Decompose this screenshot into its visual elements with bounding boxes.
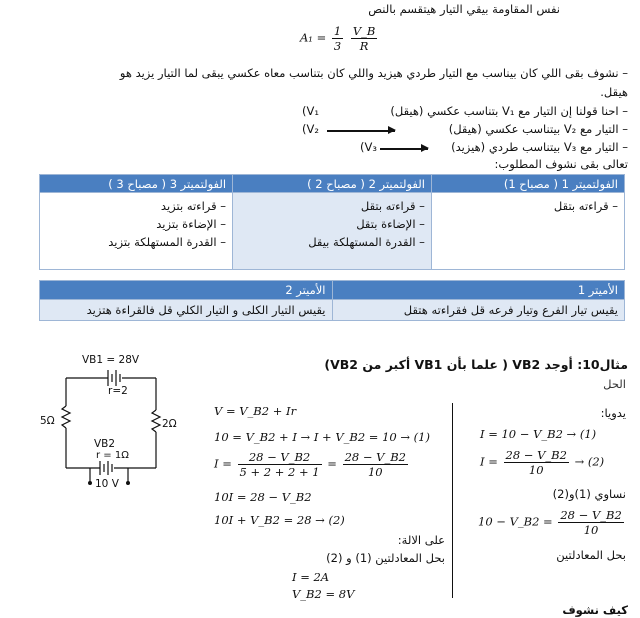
arrow-v3	[380, 148, 428, 150]
intro-line-4: – احنا قولنا إن التيار مع V₁ بتناسب عكسي (هيقل)	[390, 104, 628, 118]
eq-right-2: I = $\frac{28 - V\_B2}{10}$ → (2)	[480, 448, 605, 477]
terminal-dot-right	[126, 481, 130, 485]
circuit-vb1-label: VB1 = 28V	[82, 354, 140, 366]
result-vb2: V_B2 = 8V	[292, 587, 355, 601]
cell-ammeter-2: يقيس التيار الكلى و التيار الكلي قل فالقراءة هتزيد	[40, 300, 333, 321]
eq-mid-1: V = V_B2 + Ir	[214, 404, 297, 418]
intro-line-1: نفس المقاومة بيقي التيار هيتقسم بالنص	[368, 2, 560, 16]
arrow-v2	[327, 130, 395, 132]
eq-mid-5: 10I + V_B2 = 28 → (2)	[214, 513, 345, 527]
cell-voltmeter-3: – قراءته بتزيد – الإضاءة بتزيد – القدرة المستهلكة بتزيد	[40, 193, 233, 270]
solving-label-right: بحل المعادلتين (1) و (2)	[326, 551, 445, 565]
header-voltmeter-3: الفولتميتر 3 ( مصباح 3 )	[40, 175, 233, 193]
circuit-right-res-label: 2Ω	[162, 418, 177, 430]
solution-label: الحل	[603, 377, 626, 391]
column-divider	[452, 403, 453, 598]
equate-label: نساوي (1)و(2)	[552, 487, 626, 501]
circuit-diagram	[50, 348, 200, 498]
formula-a1: A₁ = $\frac{1}{3}$ $\frac{V\_B}{R}$	[300, 24, 376, 53]
tag-v2: (V₂	[302, 122, 319, 136]
cell-ammeter-1: يقيس تيار الفرع وتيار فرعه قل فقراءته هتقل	[332, 300, 625, 321]
header-voltmeter-1: الفولتميتر 1 ( مصباح 1)	[431, 175, 624, 193]
intro-line-6: – التيار مع V₃ بيتناسب طردي (هيزيد)	[451, 140, 628, 154]
circuit-r1-label: r=2	[108, 385, 128, 397]
header-ammeter-2: الأميتر 2	[40, 281, 333, 300]
cell-voltmeter-2: – قراءته بتقل – الإضاءة بتقل – القدرة المستهلكة بيقل	[233, 193, 432, 270]
eq-right-3: 10 − V_B2 = $\frac{28 - V\_B2}{10}$	[478, 508, 622, 537]
terminal-dot-left	[88, 481, 92, 485]
eq-right-1: I = 10 − V_B2 → (1)	[480, 427, 597, 441]
eq-mid-3: I = $\frac{28 - V\_B2}{5 + 2 + 2 + 1}$ = $\frac{28 - V\_B2}{10}$	[214, 450, 406, 479]
tag-v1: (V₁	[302, 104, 319, 118]
cell-voltmeter-1: – قراءته بتقل	[431, 193, 624, 270]
footer-text: كيف نشوف	[562, 603, 628, 617]
intro-line-3: هيقل.	[600, 85, 628, 99]
eq-mid-4: 10I = 28 − V_B2	[214, 490, 312, 504]
circuit-r2-label: r = 1Ω	[96, 450, 129, 461]
ammeter-table	[39, 280, 625, 321]
result-current: I = 2A	[292, 570, 330, 584]
header-voltmeter-2: الفولتميتر 2 ( مصباح 2 )	[233, 175, 432, 193]
header-ammeter-1: الأميتر 1	[332, 281, 625, 300]
voltmeter-table	[39, 174, 625, 270]
solving-label-left: بحل المعادلتين	[556, 548, 626, 562]
circuit-10v-label: 10 V	[95, 478, 119, 490]
manual-label: يدويا:	[600, 406, 626, 420]
tag-v3: (V₃	[360, 140, 377, 154]
example-title: مثال10: أوجد VB2 ( علما بأن VB1 أكبر من VB2)	[324, 357, 628, 372]
intro-line-7: تعالى بقى نشوف المطلوب:	[494, 157, 628, 171]
eq-mid-2: 10 = V_B2 + I → I + V_B2 = 10 → (1)	[214, 430, 430, 444]
intro-line-5: – التيار مع V₂ بيتناسب عكسي (هيقل)	[448, 122, 628, 136]
circuit-left-res-label: 5Ω	[40, 415, 55, 427]
circuit-vb2-label: VB2	[94, 438, 116, 450]
intro-line-2: – نشوف بقى اللي كان بيناسب مع التيار طردي هيزيد واللي كان بتناسب معاه عكسي يبقى لما التيار يزيد هو	[119, 66, 628, 80]
calculator-label: على الالة:	[397, 533, 445, 547]
